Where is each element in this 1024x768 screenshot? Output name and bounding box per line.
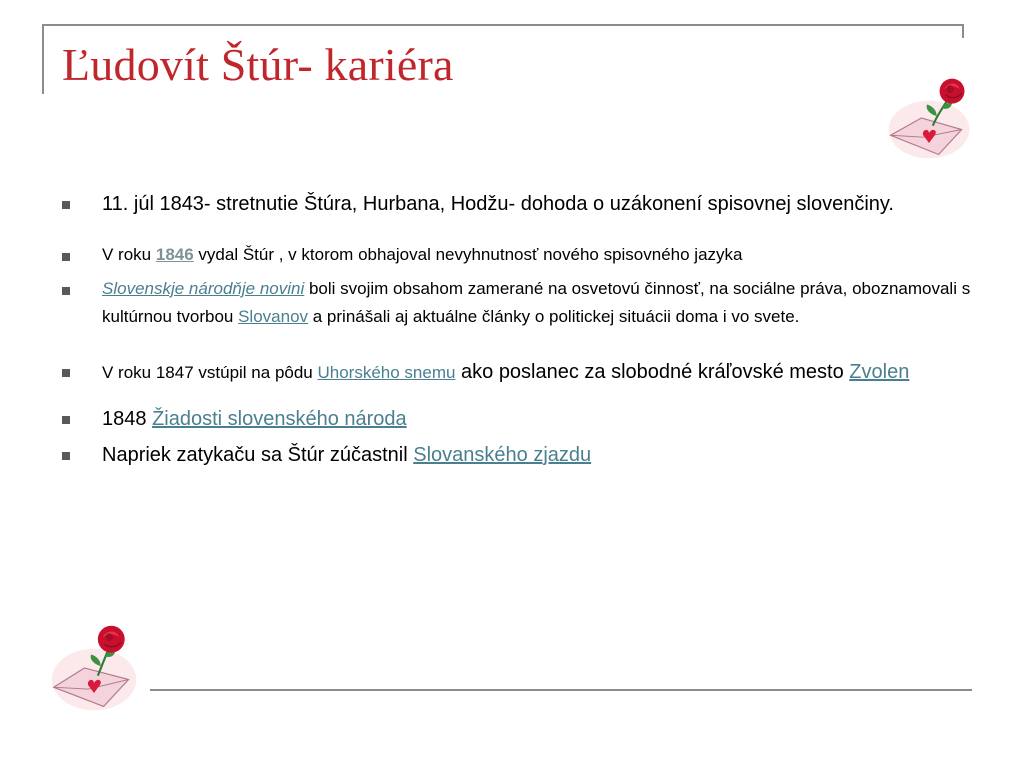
- link-slovenskje-narodnje-novini[interactable]: Slovenskje národňje novini: [102, 279, 305, 298]
- rose-envelope-icon: [42, 620, 146, 716]
- list-item: [62, 243, 982, 267]
- bullet-text: 1848: [102, 408, 153, 430]
- bullet-text: a prinášali aj aktuálne články o politickej situácii doma i vo svete.: [308, 307, 800, 326]
- bullet-text: V roku 1847 vstúpil na pôdu: [102, 363, 318, 382]
- frame-right-line: [962, 24, 964, 38]
- bullet-text: 11. júl 1843- stretnutie Štúra, Hurbana, Hodžu- dohoda o uzákonení spisovnej slovenčiny.: [102, 193, 894, 215]
- rose-envelope-icon: [880, 70, 978, 166]
- bullet-list: [62, 190, 982, 470]
- slide-title: Ľudovít Štúr- kariéra: [62, 39, 454, 90]
- link-zvolen[interactable]: Zvolen: [849, 361, 910, 383]
- list-item: [62, 275, 982, 331]
- bullet-text: vydal Štúr , v ktorom obhajoval nevyhnutnosť nového spisovného jazyka: [193, 245, 743, 264]
- link-slovanskeho-zjazdu[interactable]: Slovanského zjazdu: [413, 444, 592, 466]
- bullet-text: V roku: [102, 245, 156, 264]
- bullet-text: boli svojim obsahom zamerané na osvetovú činnosť, na sociálne práva, oboznamovali s kultúrnou tvorbou: [102, 279, 971, 326]
- bullet-square-icon: [62, 287, 70, 295]
- bullet-square-icon: [62, 201, 70, 209]
- bullet-text: Napriek zatykaču sa Štúr zúčastnil: [102, 444, 414, 466]
- list-item: [62, 404, 982, 434]
- list-item: [62, 357, 982, 388]
- bullet-square-icon: [62, 416, 70, 424]
- bullet-square-icon: [62, 452, 70, 460]
- list-item: [62, 190, 982, 219]
- frame-top-line: [42, 24, 964, 26]
- link-uhorskeho-snemu[interactable]: Uhorského snemu: [317, 363, 456, 382]
- bullet-square-icon: [62, 253, 70, 261]
- list-item: [62, 440, 982, 470]
- frame-bottom-line: [150, 689, 972, 691]
- link-ziadosti-slovenskeho-naroda[interactable]: Žiadosti slovenského národa: [152, 408, 407, 430]
- bullet-square-icon: [62, 369, 70, 377]
- link-slovanov[interactable]: Slovanov: [238, 307, 309, 326]
- bullet-text: ako poslanec za slobodné kráľovské mesto: [455, 361, 850, 383]
- frame-left-line: [42, 24, 44, 94]
- link-1846[interactable]: 1846: [155, 245, 194, 264]
